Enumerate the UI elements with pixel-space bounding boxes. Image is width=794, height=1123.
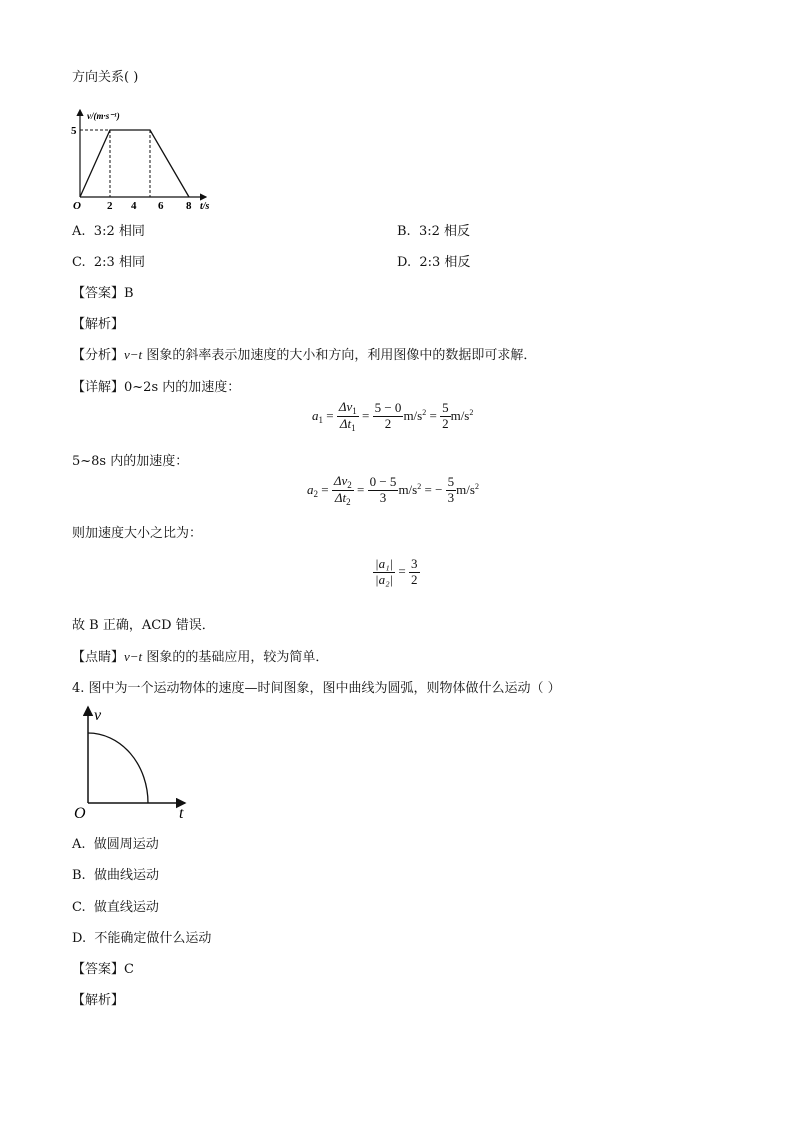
origin-label: O [74,805,86,822]
q4-analysis-heading: 【解析】 [72,993,125,1008]
x-tick-6: 6 [158,200,164,212]
dianjing-line: 【点睛】v−t 图象的的基础应用，较为简单． [72,649,329,665]
q4-answer-line: 【答案】C [72,962,134,977]
line-5-8s: 5~8s 内的加速度： [72,454,189,469]
question-stem-tail: 方向关系( ) [72,70,139,85]
vt-graph-trapezoid [70,105,220,213]
option-d: D. 2:3 相反 [397,255,471,270]
ratio-text: 则加速度大小之比为： [72,526,203,541]
q4-option-b: B. 做曲线运动 [72,868,159,883]
q4-option-a: A. 做圆周运动 [72,837,159,852]
answer-line: 【答案】B [72,286,134,301]
origin-label: O [73,200,81,212]
x-tick-8: 8 [186,200,192,212]
velocity-line [80,130,189,197]
fenxi-line: 【分析】v−t 图象的斜率表示加速度的大小和方向，利用图像中的数据即可求解． [72,347,537,363]
vt-graph-arc [70,702,195,822]
q4-option-c: C. 做直线运动 [72,900,159,915]
x-axis-label: t/s [200,201,210,212]
option-c: C. 2:3 相同 [72,255,145,270]
y-tick-5: 5 [71,125,77,137]
y-axis-label: v [94,707,102,724]
velocity-arc [88,733,148,803]
y-axis-label: v/(m·s⁻¹) [87,111,120,121]
analysis-heading: 【解析】 [72,317,125,332]
equation-a2: $a_2$ = $\frac{\Delta v_2}{\Delta t_2}$ = $\frac{0 - 5}{3}$ $m/s^2$ = − $\frac{5}{3}$ $m/s^2$ [307,473,479,508]
x-tick-2: 2 [107,200,113,212]
x-tick-4: 4 [131,200,137,212]
equation-ratio: $\frac{\text{|a₁|}}{\text{|a₂|}}$ = $\frac{3}{2}$ [375,556,418,587]
x-axis-label: t [179,805,184,822]
q4-option-d: D. 不能确定做什么运动 [72,931,212,946]
option-b: B. 3:2 相反 [397,224,471,239]
conclusion-line: 故 B 正确，ACD 错误． [72,618,215,633]
xiangjie-line: 【详解】0~2s 内的加速度： [72,380,241,395]
option-a: A. 3:2 相同 [72,224,145,239]
equation-a1: $a_1$ = $\frac{\Delta v_1}{\Delta t_1}$ = $\frac{5 - 0}{2}$ $m/s^2$ = $\frac{5}{2}$ $m/s^2$ [312,399,474,434]
q4-stem: 4. 图中为一个运动物体的速度—时间图象，图中曲线为圆弧，则物体做什么运动（ ） [72,681,561,696]
